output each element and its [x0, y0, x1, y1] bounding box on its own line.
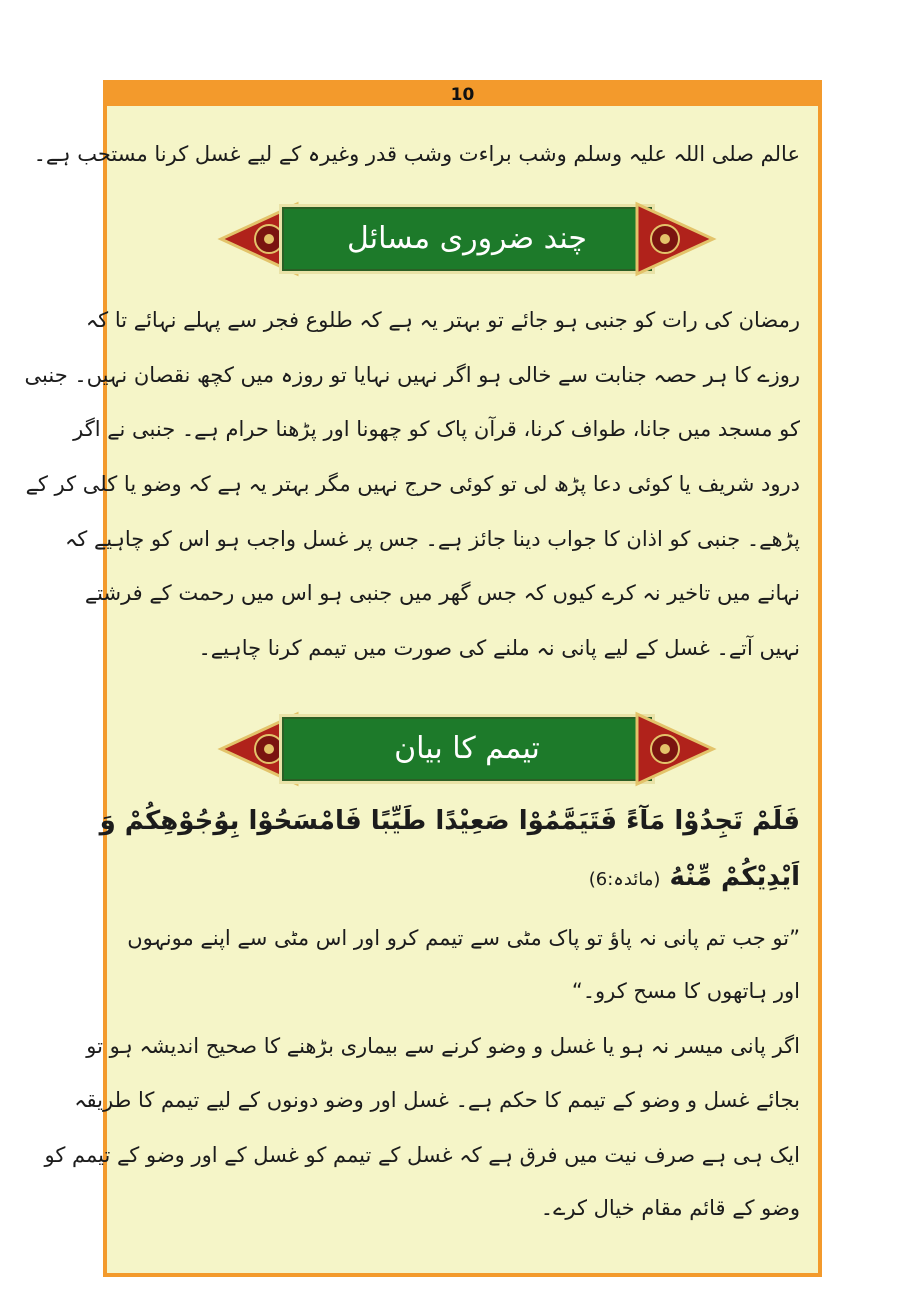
- translation-line: ”تو جب تم پانی نہ پاؤ تو پاک مٹی سے تیمم کرو اور اس مٹی سے اپنے مونہوں: [127, 926, 800, 950]
- section-banner-masail: [217, 200, 717, 278]
- paragraph-line: پڑھے۔ جنبی کو اذان کا جواب دینا جائز ہے۔ جس پر غسل واجب ہو اس کو چاہیے کہ: [64, 527, 800, 551]
- quran-verse-text: اَيْدِيْكُمْ مِّنْهُ: [669, 862, 800, 892]
- page-frame: [24, 80, 822, 1277]
- paragraph-line: اگر پانی میسر نہ ہو یا غسل و وضو کرنے سے بیماری بڑھنے کا صحیح اندیشہ ہو تو: [86, 1034, 800, 1058]
- section-heading-box: [279, 714, 655, 784]
- section-banner-tayammum: [217, 710, 717, 788]
- paragraph-line: نہانے میں تاخیر نہ کرے کیوں کہ جس گھر میں جنبی ہو اس میں رحمت کے فرشتے: [84, 581, 800, 605]
- section-heading-box: [279, 204, 655, 274]
- paragraph-line: روزے کا ہر حصہ جنابت سے خالی ہو اگر نہیں نہایا تو روزہ میں کچھ نقصان نہیں۔ جنبی: [24, 363, 800, 387]
- floral-ornament-icon: [637, 710, 717, 788]
- paragraph-line: وضو کے قائم مقام خیال کرے۔: [540, 1196, 800, 1220]
- verse-reference: (مائدہ:6): [588, 869, 661, 890]
- page-number: 10: [450, 85, 475, 105]
- intro-line: عالم صلی اللہ علیہ وسلم وشب براءت وشب قدر وغیرہ کے لیے غسل کرنا مستحب ہے۔: [33, 142, 800, 166]
- quran-verse-line: فَلَمْ تَجِدُوْا مَآءً فَتَيَمَّمُوْا صَعِيْدًا طَيِّبًا فَامْسَحُوْا بِوُجُوْهِكُمْ وَ: [99, 806, 800, 836]
- quran-verse-line: [125, 862, 800, 892]
- paragraph-line: درود شریف یا کوئی دعا پڑھ لی تو کوئی حرج نہیں مگر بہتر یہ ہے کہ وضو یا کلی کر کے: [25, 472, 800, 496]
- translation-line: اور ہاتھوں کا مسح کرو۔“: [571, 979, 800, 1003]
- section-heading: چند ضروری مسائل: [347, 221, 587, 256]
- floral-ornament-icon: [637, 200, 717, 278]
- paragraph-line: ایک ہی ہے صرف نیت میں فرق ہے کہ غسل کے تیمم کو غسل کے اور وضو کے تیمم کو: [44, 1143, 800, 1167]
- section-heading: تیمم کا بیان: [394, 731, 540, 766]
- page-header-bar: [107, 84, 818, 106]
- paragraph-line: نہیں آتے۔ غسل کے لیے پانی نہ ملنے کی صورت میں تیمم کرنا چاہیے۔: [198, 636, 800, 660]
- paragraph-line: بجائے غسل و وضو کے تیمم کا حکم ہے۔ غسل اور وضو دونوں کے لیے تیمم کا طریقہ: [74, 1088, 800, 1112]
- paragraph-line: کو مسجد میں جانا، طواف کرنا، قرآن پاک کو چھونا اور پڑھنا حرام ہے۔ جنبی نے اگر: [73, 417, 800, 441]
- paragraph-line: رمضان کی رات کو جنبی ہو جائے تو بہتر یہ ہے کہ طلوع فجر سے پہلے نہائے تا کہ: [85, 308, 800, 332]
